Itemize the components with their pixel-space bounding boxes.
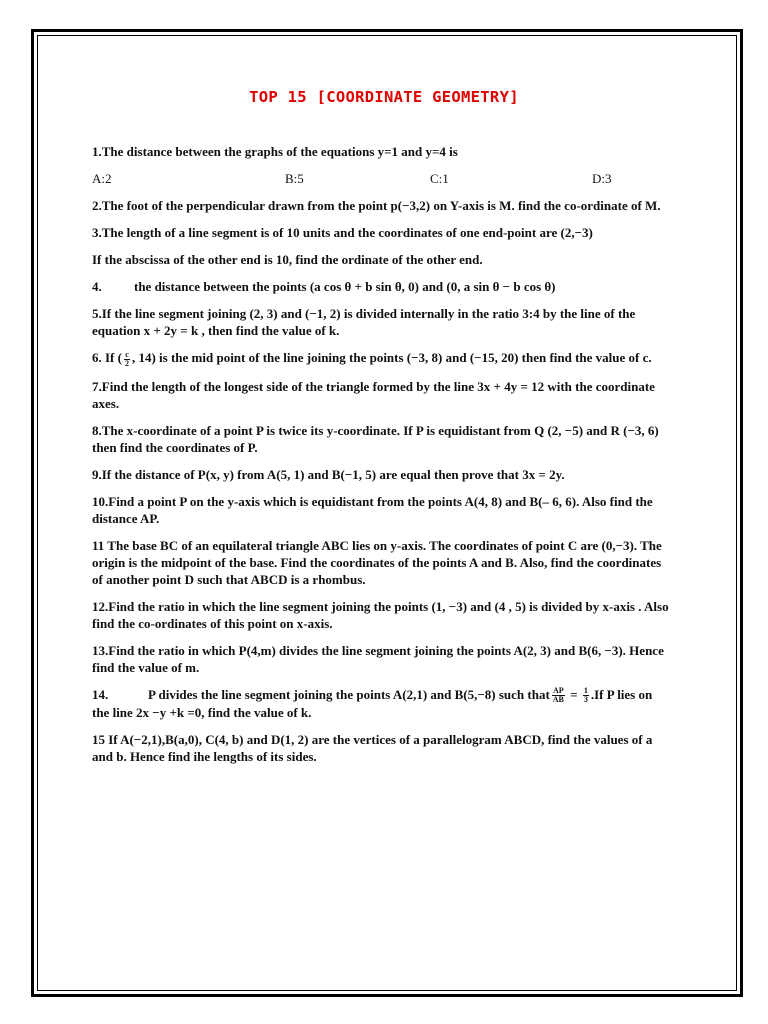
question-14-number: 14. [92, 686, 109, 702]
question-3-line-1: 3.The length of a line segment is of 10 units and the coordinates of one end-point are (2,−3) [92, 225, 593, 240]
fraction-denominator: 3 [583, 695, 588, 705]
question-4 [92, 278, 672, 295]
question-3-line-2: If the abscissa of the other end is 10, find the ordinate of the other end. [92, 252, 483, 267]
option-b: B:5 [285, 171, 304, 186]
ap-over-ab-fraction [552, 687, 565, 704]
fraction-numerator: c [125, 349, 129, 359]
question-15: 15 If A(−2,1),B(a,0), C(4, b) and D(1, 2) are the vertices of a parallelogram ABCD, find the values of a and b. Hence find ihe lengths of its sides. [92, 732, 653, 765]
one-third-fraction [583, 687, 589, 704]
question-10: 10.Find a point P on the y-axis which is equidistant from the points A(4, 8) and B(– 6, 6). Also find the distance AP. [92, 493, 653, 526]
c-over-2-fraction [124, 351, 130, 368]
question-14 [92, 686, 672, 722]
question-8: 8.The x-coordinate of a point P is twice its y-coordinate. If P is equidistant from Q (2, −5) and R (−3, 6) then find the coordinates of P. [92, 422, 659, 455]
question-13: 13.Find the ratio in which P(4,m) divides the line segment joining the points A(2, 3) and B(6, −3). Hence find the value of m. [92, 642, 664, 675]
question-4-text: the distance between the points (a cos θ + b sin θ, 0) and (0, a sin θ − b cos θ) [134, 279, 556, 294]
question-5: 5.If the line segment joining (2, 3) and (−1, 2) is divided internally in the ratio 3:4 by the line of the equation x + 2y = k , then find the value of k. [92, 306, 636, 338]
fraction-denominator: 2 [124, 358, 129, 368]
question-4-number: 4. [92, 279, 102, 294]
option-c: C:1 [430, 171, 449, 186]
question-6-suffix: , 14) is the mid point of the line joining the points (−3, 8) and (−15, 20) then find the value of c. [131, 350, 652, 365]
question-14-prefix: P divides the line segment joining the points A(2,1) and B(5,−8) such that [148, 686, 550, 702]
question-2: 2.The foot of the perpendicular drawn from the point p(−3,2) on Y-axis is M. find the co-ordinate of M. [92, 198, 661, 213]
question-11: 11 The base BC of an equilateral triangle ABC lies on y-axis. The coordinates of point C are (0,−3). The origin is the midpoint of the base. Find the coordinates of the points A and B. Also, find the coordinates of another point D such that ABCD is a rhombus. [92, 537, 662, 587]
question-6-prefix: 6. If ( [92, 350, 122, 365]
option-a: A:2 [92, 171, 112, 186]
question-1-options [92, 170, 672, 187]
question-9: 9.If the distance of P(x, y) from A(5, 1) and B(−1, 5) are equal then prove that 3x = 2y. [92, 466, 565, 482]
fraction-numerator: AP [553, 686, 564, 696]
page-title: TOP 15 [COORDINATE GEOMETRY] [249, 88, 519, 106]
question-list [92, 143, 672, 775]
equals-sign: = [566, 686, 581, 702]
question-1: 1.The distance between the graphs of the equations y=1 and y=4 is [92, 144, 458, 159]
question-14-suffix: .If P lies on the line 2x −y +k =0, find the value of k. [92, 686, 653, 721]
question-12: 12.Find the ratio in which the line segment joining the points (1, −3) and (4 , 5) is divided by x-axis . Also find the co-ordinates of this point on x-axis. [92, 598, 669, 631]
question-7: 7.Find the length of the longest side of the triangle formed by the line 3x + 4y = 12 with the coordinate axes. [92, 378, 655, 411]
fraction-numerator: 1 [583, 686, 588, 696]
fraction-denominator: AB [552, 695, 564, 705]
option-d: D:3 [592, 171, 612, 186]
question-6 [92, 349, 672, 368]
